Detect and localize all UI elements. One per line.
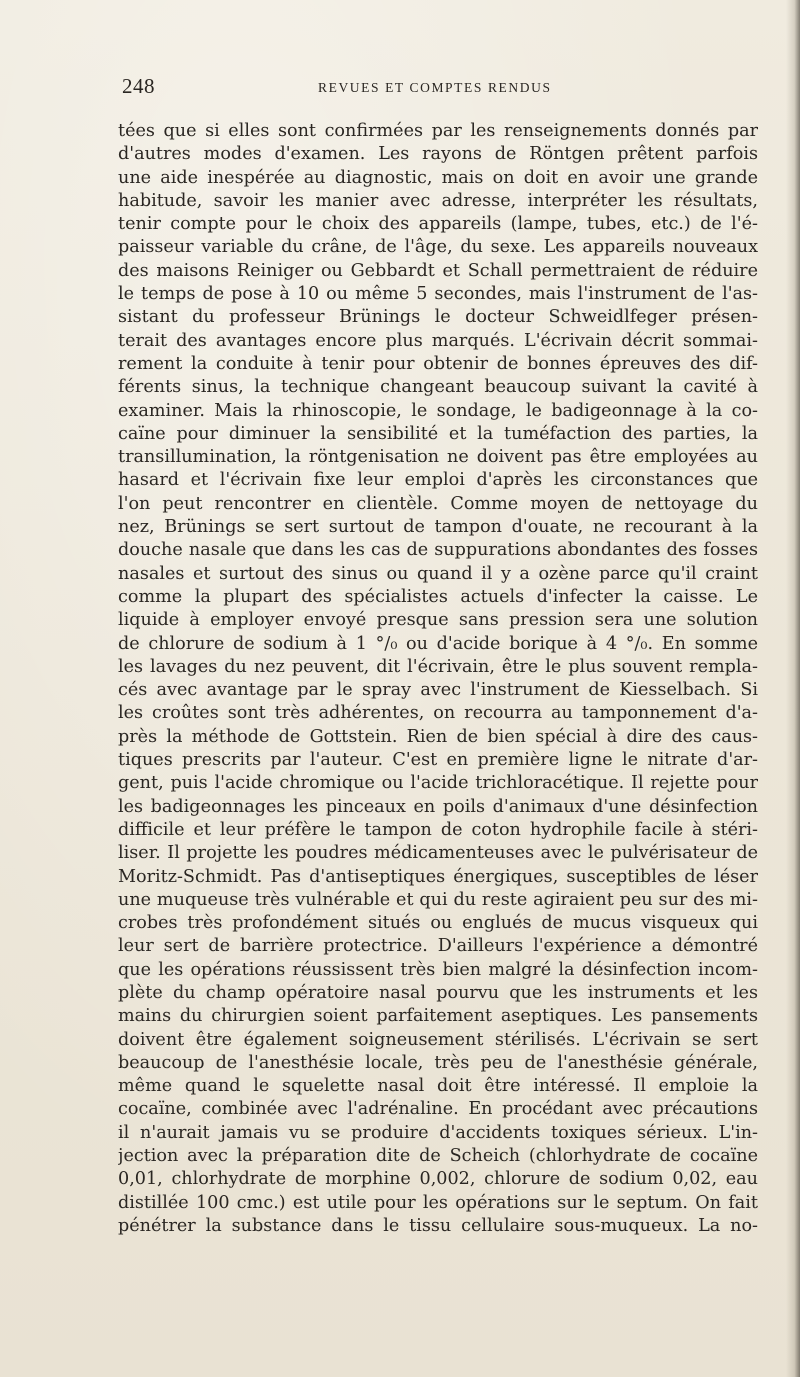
text-line: terait des avantages encore plus marqués. L'écrivain décrit sommai- [118,330,758,351]
text-line: cocaïne, combinée avec l'adrénaline. En procédant avec précautions [118,1099,758,1120]
text-line: l'on peut rencontrer en clientèle. Comme moyen de nettoyage du [118,493,758,514]
text-line: tiques prescrits par l'auteur. C'est en première ligne le nitrate d'ar- [118,750,758,771]
text-line: des maisons Reiniger ou Gebbardt et Schall permettraient de réduire [118,260,758,281]
text-line: les badigeonnages les pinceaux en poils d'animaux d'une désinfection [118,796,758,817]
text-line: examiner. Mais la rhinoscopie, le sondage, le badigeonnage à la co- [118,400,758,421]
text-line: les croûtes sont très adhérentes, on recourra au tamponnement d'a- [118,703,758,724]
text-line: gent, puis l'acide chromique ou l'acide trichloracétique. Il rejette pour [118,773,758,794]
text-line: distillée 100 cmc.) est utile pour les opérations sur le septum. On fait [118,1192,758,1213]
text-line: plète du champ opératoire nasal pourvu que les instruments et les [118,982,758,1003]
text-line: tenir compte pour le choix des appareils (lampe, tubes, etc.) de l'é- [118,214,758,235]
text-line: doivent être également soigneusement stérilisés. L'écrivain se sert [118,1029,758,1050]
text-line: liser. Il projette les poudres médicamenteuses avec le pulvérisateur de [118,843,758,864]
text-line: que les opérations réussissent très bien malgré la désinfection incom- [118,959,758,980]
text-line: rement la conduite à tenir pour obtenir de bonnes épreuves des dif- [118,353,758,374]
text-line: de chlorure de sodium à 1 °/₀ ou d'acide borique à 4 °/₀. En somme [118,633,758,654]
text-line: beaucoup de l'anesthésie locale, très peu de l'anesthésie générale, [118,1052,758,1073]
text-line: les lavages du nez peuvent, dit l'écrivain, être le plus souvent rempla- [118,656,758,677]
text-line: habitude, savoir les manier avec adresse, interpréter les résultats, [118,190,758,211]
text-line: il n'aurait jamais vu se produire d'accidents toxiques sérieux. L'in- [118,1122,758,1143]
text-line: cés avec avantage par le spray avec l'instrument de Kiesselbach. Si [118,680,758,701]
text-line: Moritz-Schmidt. Pas d'antiseptiques énergiques, susceptibles de léser [118,866,758,887]
running-title: REVUES ET COMPTES RENDUS [318,80,552,95]
text-line: 0,01, chlorhydrate de morphine 0,002, chlorure de sodium 0,02, eau [118,1169,758,1190]
text-line: douche nasale que dans les cas de suppurations abondantes des fosses [118,540,758,561]
text-line: crobes très profondément situés ou englués de mucus visqueux qui [118,913,758,934]
text-line: caïne pour diminuer la sensibilité et la tuméfaction des parties, la [118,423,758,444]
text-line: mains du chirurgien soient parfaitement aseptiques. Les pansements [118,1006,758,1027]
text-line: comme la plupart des spécialistes actuels d'infecter la caisse. Le [118,586,758,607]
page-number: 248 [122,74,155,98]
text-line: sistant du professeur Brünings le docteur Schweidlfeger présen- [118,307,758,328]
text-line: d'autres modes d'examen. Les rayons de Röntgen prêtent parfois [118,144,758,165]
text-line: férents sinus, la technique changeant beaucoup suivant la cavité à [118,377,758,398]
article-body [118,120,758,1238]
text-line: jection avec la préparation dite de Scheich (chlorhydrate de cocaïne [118,1146,758,1167]
text-line: le temps de pose à 10 ou même 5 secondes, mais l'instrument de l'as- [118,284,758,305]
text-line: liquide à employer envoyé presque sans pression sera une solution [118,610,758,631]
text-line: difficile et leur préfère le tampon de coton hydrophile facile à stéri- [118,819,758,840]
page-edge-shadow [786,0,800,1377]
text-line: près la méthode de Gottstein. Rien de bien spécial à dire des caus- [118,726,758,747]
text-line: hasard et l'écrivain fixe leur emploi d'après les circonstances que [118,470,758,491]
text-line: une muqueuse très vulnérable et qui du reste agiraient peu sur des mi- [118,889,758,910]
text-line: leur sert de barrière protectrice. D'ailleurs l'expérience a démontré [118,936,758,957]
text-line: nasales et surtout des sinus ou quand il y a ozène parce qu'il craint [118,563,758,584]
running-header [122,74,762,104]
text-line: pénétrer la substance dans le tissu cellulaire sous-muqueux. La no- [118,1215,758,1236]
text-line: paisseur variable du crâne, de l'âge, du sexe. Les appareils nouveaux [118,237,758,258]
text-line: une aide inespérée au diagnostic, mais on doit en avoir une grande [118,167,758,188]
text-line: même quand le squelette nasal doit être intéressé. Il emploie la [118,1076,758,1097]
text-line: transillumination, la röntgenisation ne doivent pas être employées au [118,447,758,468]
text-line: nez, Brünings se sert surtout de tampon d'ouate, ne recourant à la [118,517,758,538]
text-line: tées que si elles sont confirmées par les renseignements donnés par [118,121,758,141]
